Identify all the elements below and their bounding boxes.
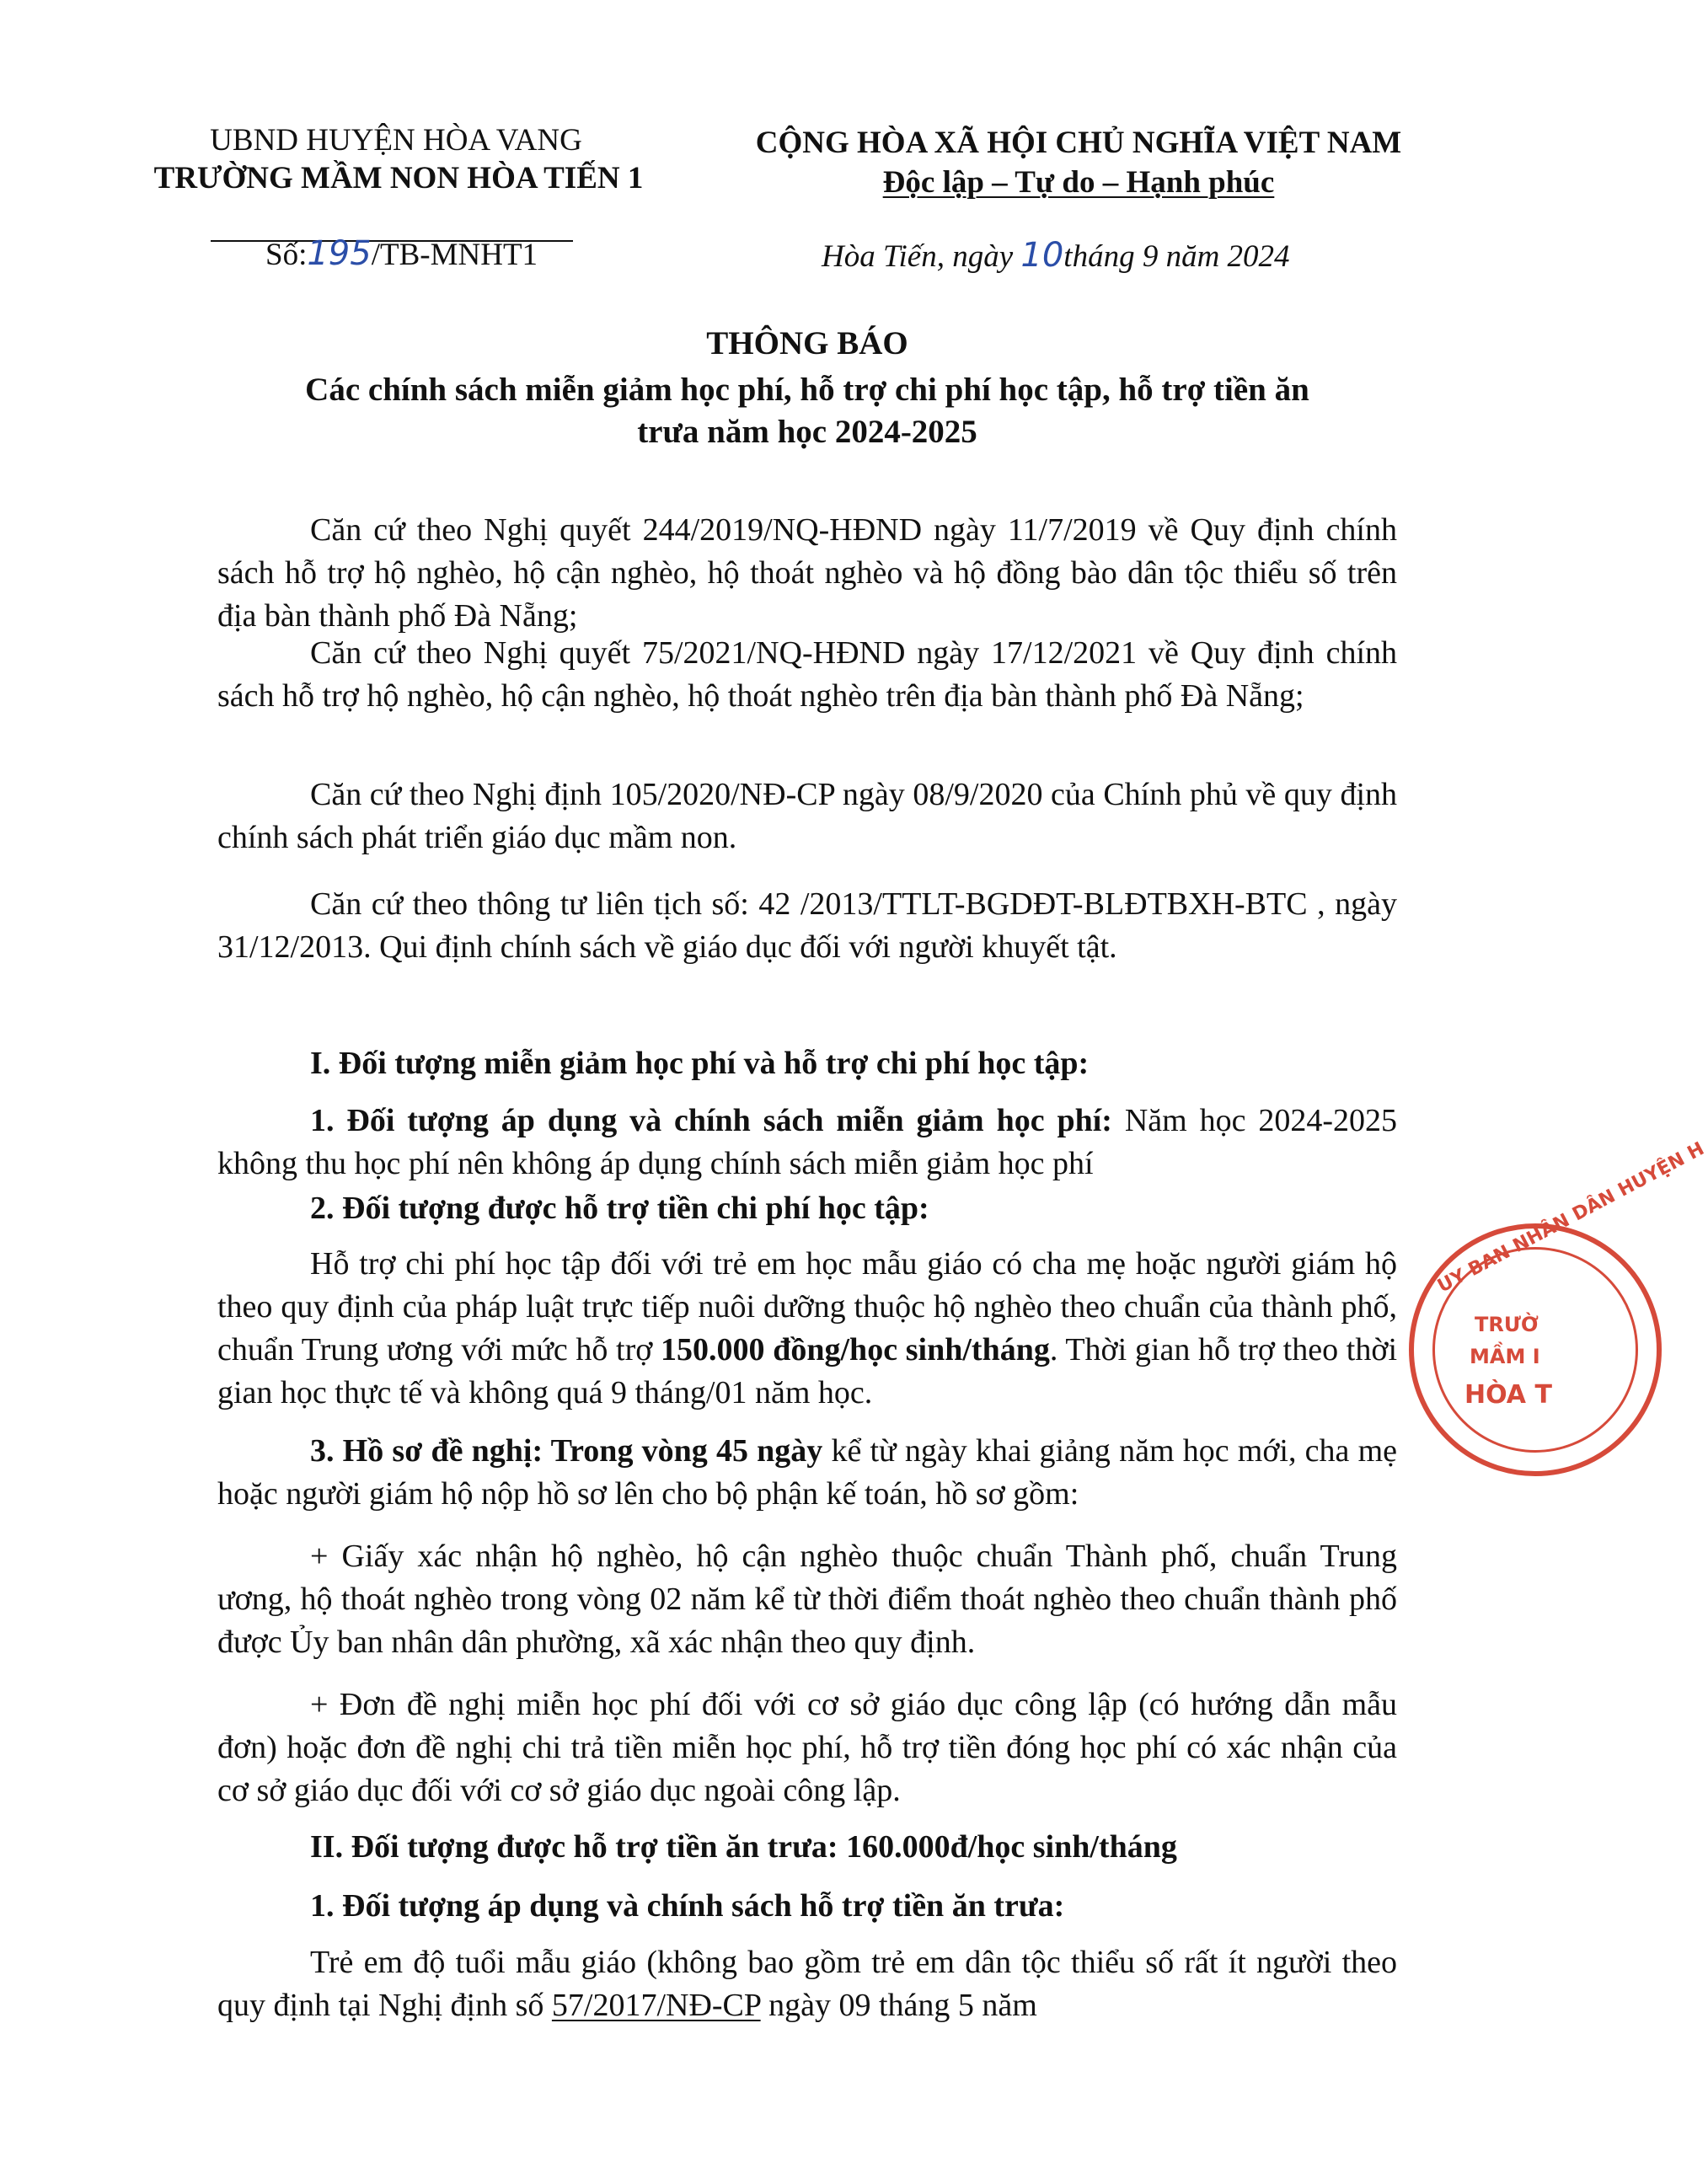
legal-basis-1: Căn cứ theo Nghị quyết 244/2019/NQ-HĐND ngày 11/7/2019 về Quy định chính sách hỗ trợ hộ nghèo, hộ cận nghèo, hộ thoát nghèo và hộ đồng bào dân tộc thiểu số trên địa bàn thành phố Đà Nẵng; bbox=[217, 512, 1397, 634]
section-1-item-1: 1. Đối tượng áp dụng và chính sách miễn giảm học phí: Năm học 2024-2025 không thu học phí nên không áp dụng chính sách miễn giảm học phí bbox=[217, 1103, 1398, 1181]
legal-basis-3: Căn cứ theo Nghị định 105/2020/NĐ-CP ngày 08/9/2020 của Chính phủ về quy định chính sách phát triển giáo dục mầm non. bbox=[217, 777, 1397, 855]
section-2-item-1-heading: 1. Đối tượng áp dụng và chính sách hỗ trợ tiền ăn trưa: bbox=[310, 1888, 1065, 1924]
section-1-item-2-heading: 2. Đối tượng được hỗ trợ tiền chi phí học tập: bbox=[310, 1191, 929, 1226]
legal-basis-4: Căn cứ theo thông tư liên tịch số: 42 /2013/TTLT-BGDĐT-BLĐTBXH-BTC , ngày 31/12/2013. Qui định chính sách về giáo dục đối với người khuyết tật. bbox=[217, 886, 1397, 965]
handwritten-number: 195 bbox=[307, 234, 372, 273]
issuing-authority: UBND HUYỆN HÒA VANG bbox=[210, 123, 582, 158]
document-number: Số:195/TB-MNHT1 bbox=[265, 234, 538, 273]
school-name: TRƯỜNG MẦM NON HÒA TIẾN 1 bbox=[153, 161, 644, 195]
section-1-bullet-2: + Đơn đề nghị miễn học phí đối với cơ sở giáo dục công lập (có hướng dẫn mẫu đơn) hoặc đơn đề nghị chi trả tiền miễn học phí, hỗ trợ tiền đóng học phí có xác nhận của cơ sở giáo dục đối với cơ sở giáo dục ngoài công lập. bbox=[217, 1687, 1397, 1808]
title-subtitle-line2: trưa năm học 2024-2025 bbox=[637, 414, 977, 450]
national-title: CỘNG HÒA XÃ HỘI CHỦ NGHĨA VIỆT NAM bbox=[755, 126, 1402, 160]
page-title: THÔNG BÁO bbox=[706, 325, 908, 361]
handwritten-day: 10 bbox=[1020, 236, 1064, 275]
section-1-item-3: 3. Hồ sơ đề nghị: Trong vòng 45 ngày kể từ ngày khai giảng năm học mới, cha mẹ hoặc người giám hộ nộp hồ sơ lên cho bộ phận kế toán, hồ sơ gồm: bbox=[217, 1433, 1397, 1512]
issue-date: Hòa Tiến, ngày 10tháng 9 năm 2024 bbox=[822, 236, 1290, 275]
official-seal bbox=[1409, 1138, 1708, 1476]
seal-text-line1: TRƯỜ bbox=[1475, 1313, 1539, 1336]
legal-basis-2: Căn cứ theo Nghị quyết 75/2021/NQ-HĐND ngày 17/12/2021 về Quy định chính sách hỗ trợ hộ nghèo, hộ cận nghèo, hộ thoát nghèo trên địa bàn thành phố Đà Nẵng; bbox=[217, 635, 1397, 714]
section-2-item-1-text: Trẻ em độ tuổi mẫu giáo (không bao gồm trẻ em dân tộc thiểu số rất ít người theo quy định tại Nghị định số 57/2017/NĐ-CP ngày 09 tháng 5 năm bbox=[217, 1945, 1397, 2023]
national-motto: Độc lập – Tự do – Hạnh phúc bbox=[882, 165, 1275, 200]
seal-text-line3: HÒA T bbox=[1464, 1380, 1552, 1410]
section-2-heading: II. Đối tượng được hỗ trợ tiền ăn trưa: 160.000đ/học sinh/tháng bbox=[310, 1829, 1177, 1865]
section-1-heading: I. Đối tượng miễn giảm học phí và hỗ trợ chi phí học tập: bbox=[310, 1046, 1090, 1081]
seal-text-line2: MẦM I bbox=[1470, 1345, 1540, 1368]
section-1-item-2-text: Hỗ trợ chi phí học tập đối với trẻ em học mẫu giáo có cha mẹ hoặc người giám hộ theo quy định của pháp luật trực tiếp nuôi dưỡng thuộc hộ nghèo theo chuẩn của thành phố, chuẩn Trung ương với mức hỗ trợ 150.000 đồng/học sinh/tháng. Thời gian hỗ trợ theo thời gian học thực tế và không quá 9 tháng/01 năm học. bbox=[217, 1246, 1397, 1410]
title-subtitle-line1: Các chính sách miễn giảm học phí, hỗ trợ chi phí học tập, hỗ trợ tiền ăn bbox=[305, 372, 1309, 408]
section-1-bullet-1: + Giấy xác nhận hộ nghèo, hộ cận nghèo thuộc chuẩn Thành phố, chuẩn Trung ương, hộ thoát nghèo trong vòng 02 năm kể từ thời điểm thoát nghèo theo chuẩn thành phố được Ủy ban nhân dân phường, xã xác nhận theo quy định. bbox=[217, 1539, 1397, 1660]
seal-ring-text: UY BAN NHÂN DÂN HUYỆN H bbox=[1434, 1138, 1708, 1298]
